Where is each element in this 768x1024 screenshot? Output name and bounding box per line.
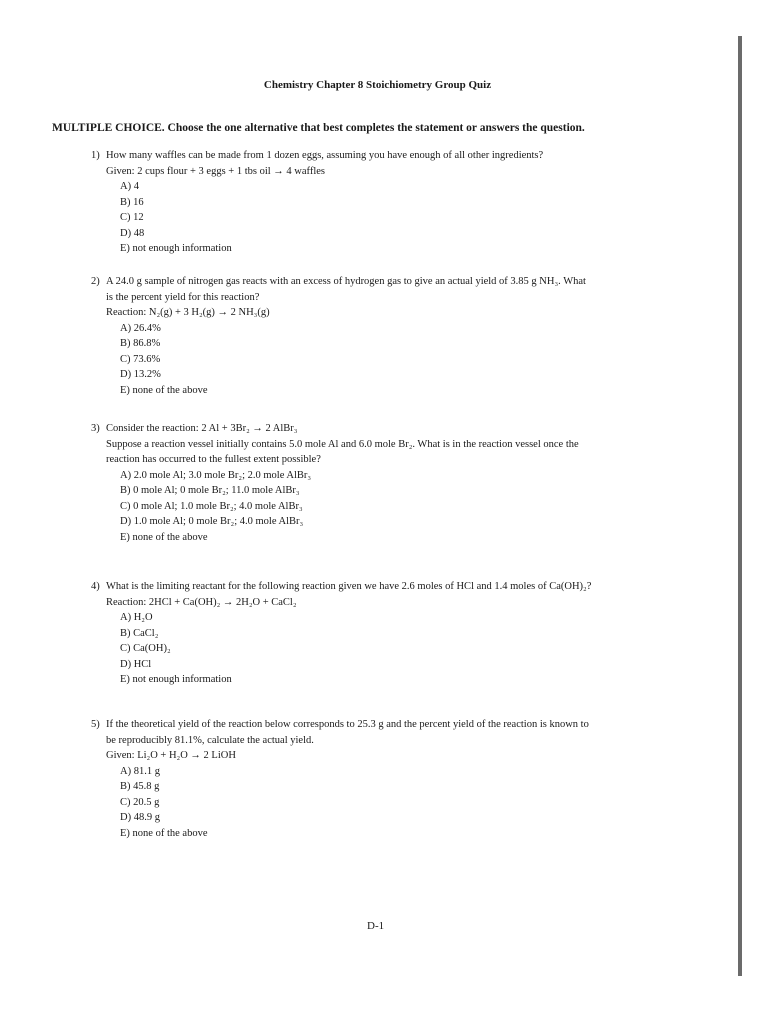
question-text-continued: reaction has occurred to the fullest extent possible? — [106, 454, 321, 465]
answer-choice-c — [120, 641, 701, 657]
question-text: If the theoretical yield of the reaction below corresponds to 25.3 g and the percent yield of the reaction is known to — [106, 719, 589, 730]
question-number: 3) — [91, 423, 100, 434]
choice-letter: A) — [120, 181, 132, 192]
answer-choice-d — [120, 367, 701, 383]
answer-choices — [91, 179, 701, 257]
choice-text: 86.8% — [133, 338, 161, 349]
choice-letter: B) — [120, 196, 131, 208]
question-text: A 24.0 g sample of nitrogen gas reacts with an excess of hydrogen gas to give an actual yield of 3.85 g NH₃. What — [106, 276, 586, 287]
choice-letter: C) — [120, 643, 131, 654]
question-stem-line — [91, 579, 701, 595]
choice-letter: C) — [120, 500, 131, 512]
choice-text: 16 — [133, 196, 144, 208]
choice-letter: D) — [120, 227, 132, 239]
answer-choice-a — [120, 764, 701, 780]
choice-text: 48.9 g — [133, 812, 160, 823]
answer-choice-e — [120, 383, 701, 399]
answer-choice-b — [120, 779, 701, 795]
answer-choice-a — [120, 321, 701, 337]
question-number: 1) — [91, 150, 100, 161]
answer-choices — [91, 321, 701, 399]
answer-choice-b — [120, 195, 701, 211]
choice-text: 0 mole Al; 0 mole Br₂; 11.0 mole AlBr₃ — [133, 485, 300, 496]
answer-choice-c — [120, 499, 701, 515]
answer-choice-e — [120, 826, 701, 842]
question-3 — [91, 421, 701, 545]
choice-text: 2.0 mole Al; 3.0 mole Br₂; 2.0 mole AlBr₃ — [133, 469, 312, 481]
choice-text: H₂O — [133, 612, 153, 623]
choice-text: 12 — [133, 212, 144, 223]
question-text-continued: be reproducibly 81.1%, calculate the actual yield. — [106, 734, 314, 746]
choice-text: CaCl₂ — [133, 627, 159, 639]
page-edge-divider — [738, 36, 742, 976]
question-1 — [91, 148, 701, 257]
question-stem-line — [91, 421, 701, 437]
question-reaction-line: Reaction: 2HCl + Ca(OH)₂ → 2H₂O + CaCl₂ — [106, 596, 297, 608]
answer-choice-e — [120, 530, 701, 546]
question-number: 5) — [91, 719, 100, 730]
answer-choice-a — [120, 179, 701, 195]
question-stem-line — [91, 717, 701, 733]
answer-choice-d — [120, 226, 701, 242]
choice-letter: A) — [120, 322, 132, 334]
answer-choice-b — [120, 336, 701, 352]
choice-text: 4 — [133, 181, 139, 192]
question-reaction-line: Reaction: N₂(g) + 3 H₂(g) → 2 NH₃(g) — [106, 307, 270, 318]
question-text: How many waffles can be made from 1 dozen eggs, assuming you have enough of all other ingredients? — [106, 150, 544, 161]
question-number: 2) — [91, 276, 100, 287]
question-stem-line — [91, 148, 701, 164]
choice-letter: A) — [120, 612, 132, 623]
choice-letter: E) — [120, 674, 130, 685]
question-2 — [91, 274, 701, 398]
choice-text: not enough information — [132, 243, 232, 254]
choice-letter: D) — [120, 812, 132, 823]
answer-choice-a — [120, 468, 701, 484]
choice-letter: D) — [120, 516, 132, 527]
choice-letter: C) — [120, 353, 131, 365]
answer-choice-a — [120, 610, 701, 626]
choice-text: not enough information — [132, 674, 232, 685]
choice-text: 13.2% — [133, 369, 161, 380]
question-stem-line — [91, 274, 701, 290]
choice-text: none of the above — [132, 827, 208, 839]
answer-choice-c — [120, 352, 701, 368]
question-text: What is the limiting reactant for the following reaction given we have 2.6 moles of HCl and 1.4 moles of Ca(OH)₂? — [106, 581, 592, 592]
choice-letter: B) — [120, 338, 131, 349]
choice-text: 45.8 g — [133, 781, 160, 792]
answer-choices — [91, 610, 701, 688]
choice-letter: B) — [120, 781, 131, 792]
question-5 — [91, 717, 701, 841]
choice-text: 0 mole Al; 1.0 mole Br₂; 4.0 mole AlBr₃ — [133, 500, 303, 512]
question-text: Consider the reaction: 2 Al + 3Br₂ → 2 AlBr₃ — [106, 423, 298, 434]
choice-text: 73.6% — [133, 353, 161, 365]
answer-choices — [91, 764, 701, 842]
choice-text: 1.0 mole Al; 0 mole Br₂; 4.0 mole AlBr₃ — [133, 516, 304, 527]
choice-text: 81.1 g — [133, 765, 160, 777]
choice-letter: B) — [120, 627, 131, 639]
question-given-line: Given: Li₂O + H₂O → 2 LiOH — [106, 750, 236, 761]
choice-letter: E) — [120, 827, 130, 839]
choice-letter: E) — [120, 384, 130, 396]
choice-text: none of the above — [132, 384, 208, 396]
choice-letter: A) — [120, 469, 132, 481]
choice-letter: D) — [120, 658, 132, 670]
choice-text: none of the above — [132, 531, 208, 543]
choice-text: HCl — [133, 658, 152, 670]
answer-choice-d — [120, 514, 701, 530]
answer-choice-e — [120, 241, 701, 257]
choice-letter: E) — [120, 531, 130, 543]
choice-letter: E) — [120, 243, 130, 254]
answer-choice-d — [120, 657, 701, 673]
answer-choice-d — [120, 810, 701, 826]
quiz-title: Chemistry Chapter 8 Stoichiometry Group Quiz — [263, 79, 492, 91]
answer-choice-b — [120, 483, 701, 499]
choice-letter: B) — [120, 485, 131, 496]
answer-choice-e — [120, 672, 701, 688]
choice-letter: C) — [120, 212, 131, 223]
answer-choices — [91, 468, 701, 546]
question-given-line: Given: 2 cups flour + 3 eggs + 1 tbs oil → 4 waffles — [106, 165, 325, 177]
instructions: MULTIPLE CHOICE. Choose the one alternative that best completes the statement or answers the question. — [52, 122, 585, 134]
answer-choice-b — [120, 626, 701, 642]
choice-letter: D) — [120, 369, 132, 380]
question-4 — [91, 579, 701, 688]
answer-choice-c — [120, 210, 701, 226]
choice-text: Ca(OH)₂ — [133, 643, 171, 654]
question-number: 4) — [91, 581, 100, 592]
choice-letter: C) — [120, 796, 131, 808]
choice-letter: A) — [120, 765, 132, 777]
question-text-continued: Suppose a reaction vessel initially contains 5.0 mole Al and 6.0 mole Br₂. What is in the reaction vessel once the — [106, 438, 579, 450]
choice-text: 48 — [133, 227, 145, 239]
choice-text: 26.4% — [133, 322, 161, 334]
answer-choice-c — [120, 795, 701, 811]
page-footer: D-1 — [367, 920, 385, 932]
question-text-continued: is the percent yield for this reaction? — [106, 291, 260, 303]
choice-text: 20.5 g — [133, 796, 160, 808]
